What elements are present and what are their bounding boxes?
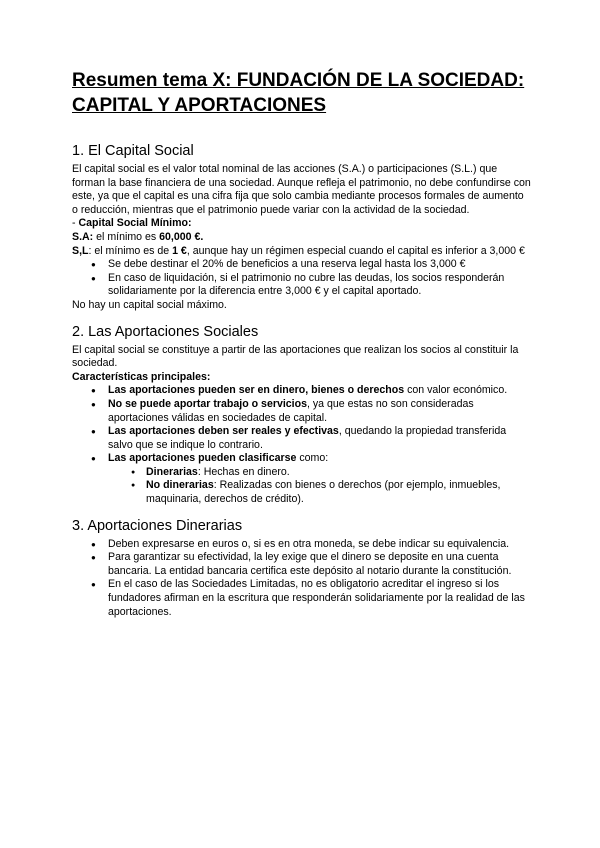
section-3-bullets	[72, 538, 532, 620]
sl-text-1: : el mínimo es de	[88, 244, 173, 257]
dash: -	[72, 217, 79, 230]
section-3-heading: 3. Aportaciones Dinerarias	[72, 517, 243, 534]
section-1-bullets	[72, 258, 532, 299]
list-item	[108, 384, 532, 398]
title-line-1: Resumen tema X: FUNDACIÓN DE LA SOCIEDAD:	[72, 70, 525, 91]
list-item	[108, 398, 532, 425]
sa-value: 60,000 €.	[159, 230, 204, 243]
list-item	[108, 452, 532, 506]
sl-value: 1 €	[172, 244, 187, 257]
sa-text: el mínimo es	[93, 230, 160, 243]
title-line-2: CAPITAL Y APORTACIONES	[72, 95, 327, 116]
sl-text-2: , aunque hay un régimen especial cuando el capital es inferior a 3,000 €	[186, 244, 525, 257]
capital-minimo-label: Capital Social Mínimo:	[78, 217, 192, 230]
list-item: ● Para garantizar su efectividad, la ley exige que el dinero se deposite en una cuenta bancaria. La entidad bancaria certifica este depósito al notario durante la constitución.	[108, 551, 532, 578]
sl-line	[72, 245, 532, 259]
list-item: ● Deben expresarse en euros o, si es en otra moneda, se debe indicar su equivalencia.	[108, 538, 532, 552]
item-rest: , ya que estas no son consideradas aportaciones válidas en sociedades de capital.	[108, 397, 474, 424]
list-item: ● En el caso de las Sociedades Limitadas, no es obligatorio acreditar el ingreso si los fundadores afirman en la escritura que responderán solidariamente por la realidad de las aportaciones.	[108, 578, 532, 619]
capital-minimo-line	[72, 217, 532, 231]
sa-line	[72, 231, 532, 245]
item-bold: Las aportaciones pueden clasificarse	[108, 452, 297, 465]
list-item: ● En caso de liquidación, si el patrimonio no cubre las deudas, los socios responderán solidariamente por la diferencia entre 3,000 € y el capital aportado.	[108, 272, 532, 299]
sub-item-rest: : Realizadas con bienes o derechos (por ejemplo, inmuebles, maquinaria, derechos de crédito).	[146, 479, 501, 506]
section-2-heading: 2. Las Aportaciones Sociales	[72, 323, 259, 340]
section-2-intro: El capital social se constituye a partir de las aportaciones que realizan los socios al constituir la sociedad.	[72, 343, 519, 370]
sub-list-item	[146, 466, 532, 480]
sub-list	[108, 466, 532, 507]
section-1-intro: El capital social es el valor total nominal de las acciones (S.A.) o participaciones (S.L.) que forman la base financiera de una sociedad. Aunque refleja el patrimonio, no debe confundirse con este, ya que el capital es una cifra fija que solo cambia mediante procesos formales de aumento o reducción, mientras que el patrimonio puede variar con la actividad de la sociedad.	[72, 163, 531, 216]
item-rest: como:	[296, 452, 329, 465]
item-rest: con valor económico.	[404, 384, 508, 397]
sub-item-rest: : Hechas en dinero.	[197, 465, 290, 478]
list-item: ● Se debe destinar el 20% de beneficios a una reserva legal hasta los 3,000 €	[108, 258, 532, 272]
list-item	[108, 425, 532, 452]
item-rest: , quedando la propiedad transferida salvo que se indique lo contrario.	[108, 425, 507, 451]
document-page	[72, 68, 532, 619]
characteristics-label: Características principales:	[72, 370, 211, 383]
sub-item-bold: Dinerarias	[146, 465, 198, 478]
item-bold: No se puede aportar trabajo o servicios	[108, 397, 307, 410]
document-title	[72, 68, 532, 118]
sa-label: S.A:	[72, 230, 94, 243]
characteristics-label-line	[72, 371, 532, 385]
sl-label: S,L	[72, 244, 89, 257]
item-bold: Las aportaciones deben ser reales y efectivas	[108, 425, 339, 438]
section-1-heading: 1. El Capital Social	[72, 143, 194, 159]
no-max-line: No hay un capital social máximo.	[72, 298, 227, 311]
sub-item-bold: No dinerarias	[146, 479, 214, 492]
section-2-bullets	[72, 384, 532, 506]
sub-list-item	[146, 479, 532, 506]
item-bold: Las aportaciones pueden ser en dinero, bienes o derechos	[108, 384, 405, 397]
